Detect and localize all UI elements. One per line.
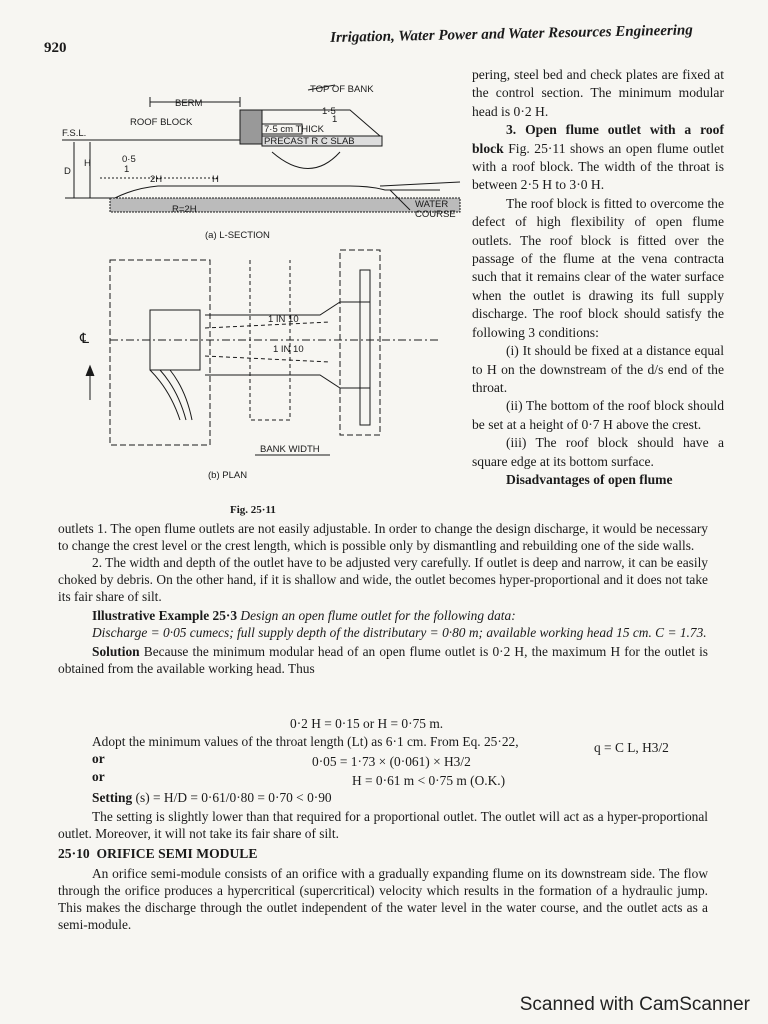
adopt-line: Adopt the minimum values of the throat length (Lt) as 6·1 cm. From Eq. 25·22, [92,734,519,749]
label-centre-line: ℄ [80,330,89,346]
label-water: WATER [415,199,449,210]
plan-outer-left [110,260,210,445]
example-text: Design an open flume outlet for the following data: [240,608,516,623]
solution-text: Because the minimum modular head of an open flume outlet is 0·2 H, the maximum H for the outlet is obtained from the available working head. Thus [58,644,708,676]
setting-paragraph: The setting is slightly lower than that required for a proportional outlet. The outlet will act as a hyper-proportional outlet. Moreover, it will not take its fair share of silt. [58,809,708,841]
label-roof-block: ROOF BLOCK [130,117,193,128]
right-p2-body: Fig. 25·11 shows an open flume outlet with a roof block. The width of the throat is between 2·5 H to 3·0 H. [472,140,724,193]
label-top-of-bank: TOP OF BANK [310,84,374,95]
concrete-base [110,198,460,212]
label-2h: 2H [150,174,163,185]
right-column-text [472,66,724,489]
section-number: 25·10 [58,846,90,861]
disadvantage-2: 2. The width and depth of the outlet have to be adjusted very carefully. If outlet is deep and narrow, it can be easily choked by debris. On the other hand, if it is shallow and wide, the outlet becomes hyper-proportional and it does not take its fair share of silt. [58,555,708,604]
body-text [58,520,708,677]
example-label: Illustrative Example 25·3 [92,608,238,623]
roof-block [240,110,262,144]
disadvantage-1: outlets 1. The open flume outlets are not easily adjustable. In order to change the design discharge, it would be necessary to change the crest level or the crest length, which is possible only by dismantling and rebuilding one of the side walls. [58,521,708,553]
label-r2h: R=2H [172,204,197,215]
label-ratio-top: 0·5 [122,154,136,165]
equation-2: 0·05 = 1·73 × (0·061) × H3/2 [312,754,471,769]
condition-1: (i) It should be fixed at a distance equal to H on the downstream of the d/s end of the throat. [472,343,724,395]
or-2: or [92,769,105,784]
label-d: D [64,166,71,177]
label-h: H [84,158,91,169]
label-berm: BERM [175,98,203,109]
figure-25-11 [40,70,470,510]
label-bank-width: BANK WIDTH [260,444,320,455]
label-fsl: F.S.L. [62,128,87,139]
label-slope-unit: 1 [332,114,338,125]
label-lsection-title: (a) L-SECTION [205,230,270,241]
label-slope: 1·5 [322,106,336,117]
solution-label: Solution [92,644,140,659]
right-p1: pering, steel bed and check plates are fixed at the control section. The minimum modular head is 0·2 H. [472,67,724,119]
right-p3: The roof block is fitted to overcome the defect of high flexibility of open flume outlets. The roof block is fitted over the passage of the flume at the vena contracta such that it remains clear of the water surface when the outlet is drawing its full supply discharge. The roof block should satisfy the following 3 conditions: [472,195,724,340]
example-data: Discharge = 0·05 cumecs; full supply depth of the distributary = 0·80 m; available working head 15 cm. C = 1.73. [92,625,707,640]
example-heading [58,607,708,624]
label-h-mid: H [212,174,219,185]
condition-3: (iii) The roof block should have a square edge at its bottom surface. [472,435,724,469]
water-surface [272,152,340,169]
section-title: ORIFICE SEMI MODULE [96,846,258,861]
label-course: COURSE [415,209,456,220]
equation-q: q = C L, H3/2 [594,740,669,755]
disadvantages-heading: Disadvantages of open flume [506,471,673,487]
label-plan-title: (b) PLAN [208,470,248,481]
label-slab: PRECAST R C SLAB [264,136,355,147]
setting-line: Setting (s) = H/D = 0·61/0·80 = 0·70 < 0·90 [92,790,332,805]
equation-3: H = 0·61 m < 0·75 m (O.K.) [352,773,506,788]
or-1: or [92,751,105,766]
right-p2-head: 3. Open flume outlet with a roof block [472,122,724,156]
label-slope-1-in-10-b: 1 IN 10 [273,344,304,355]
camscanner-watermark: Scanned with CamScanner [519,994,750,1015]
label-thick: 7·5 cm THICK [264,124,325,135]
condition-2: (ii) The bottom of the roof block should be set at a height of 0·7 H above the crest. [472,398,724,432]
page-number: 920 [44,40,67,56]
right-p2 [472,121,724,195]
running-title: Irrigation, Water Power and Water Resources Engineering [330,22,693,46]
section-heading [58,846,257,862]
label-slope-1-in-10-a: 1 IN 10 [268,314,299,325]
section-paragraph: An orifice semi-module consists of an orifice with a gradually expanding flume on its downstream side. The flow through the orifice produces a hypercritical (supercritical) velocity which results in the formation of a hydraulic jump. This makes the discharge through the outlet independent of the water level in the water course, and the outlet acts as a semi-module. [58,866,708,932]
solution [58,643,708,677]
figure-caption: Fig. 25·11 [230,504,276,516]
label-ratio-bottom: 1 [124,164,130,175]
flume-crest [115,186,440,198]
equation-1: 0·2 H = 0·15 or H = 0·75 m. [290,716,444,731]
